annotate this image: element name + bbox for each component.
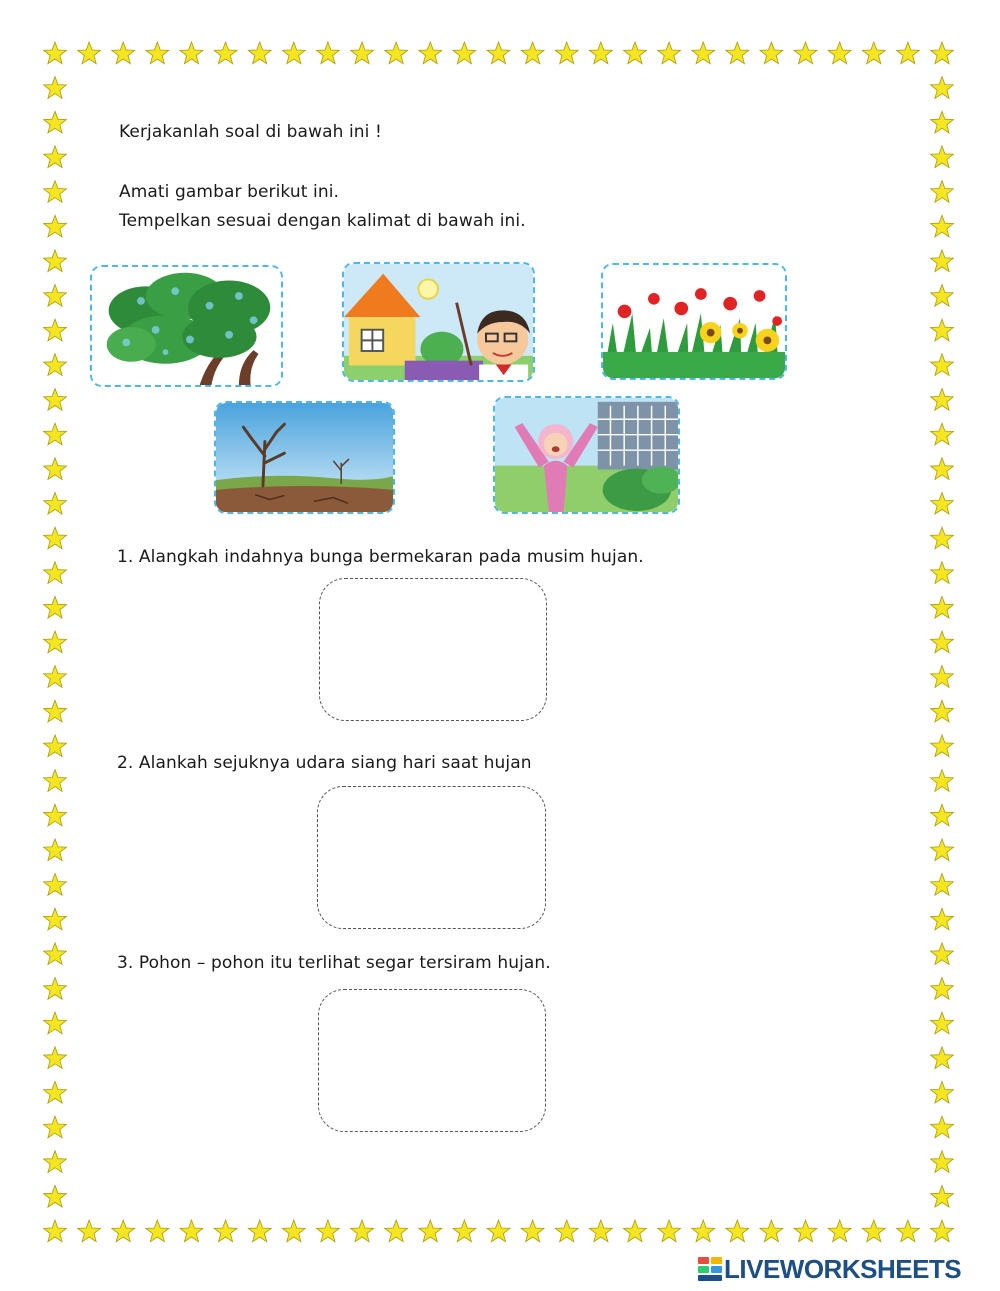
star-icon bbox=[44, 770, 67, 792]
star-icon bbox=[897, 1220, 920, 1242]
star-icon bbox=[44, 874, 67, 896]
star-icon bbox=[44, 1047, 67, 1069]
star-icon bbox=[931, 458, 954, 480]
star-icon bbox=[146, 1220, 169, 1242]
star-icon bbox=[931, 770, 954, 792]
star-icon bbox=[931, 77, 954, 99]
star-icon bbox=[180, 42, 203, 64]
star-icon bbox=[419, 42, 442, 64]
star-icon bbox=[282, 1220, 305, 1242]
star-icon bbox=[931, 492, 954, 514]
star-icon bbox=[44, 562, 67, 584]
star-icon bbox=[521, 42, 544, 64]
star-icon bbox=[248, 42, 271, 64]
star-icon bbox=[44, 666, 67, 688]
star-icon bbox=[44, 285, 67, 307]
star-icon bbox=[658, 42, 681, 64]
observe-text: Amati gambar berikut ini. bbox=[119, 182, 340, 202]
star-icon bbox=[146, 42, 169, 64]
star-icon bbox=[317, 42, 340, 64]
star-icon bbox=[862, 42, 885, 64]
star-icon bbox=[828, 42, 851, 64]
star-icon bbox=[44, 804, 67, 826]
star-icon bbox=[44, 1116, 67, 1138]
star-icon bbox=[726, 42, 749, 64]
picture-flower-garden[interactable] bbox=[601, 263, 787, 380]
star-icon bbox=[589, 1220, 612, 1242]
star-icon bbox=[862, 1220, 885, 1242]
star-icon bbox=[44, 354, 67, 376]
star-icon bbox=[453, 42, 476, 64]
star-icon bbox=[931, 874, 954, 896]
star-icon bbox=[931, 285, 954, 307]
star-icon bbox=[44, 596, 67, 618]
star-icon bbox=[555, 42, 578, 64]
star-icon bbox=[112, 1220, 135, 1242]
question-3-text: 3. Pohon – pohon itu terlihat segar tersiram hujan. bbox=[117, 953, 551, 973]
star-icon bbox=[44, 181, 67, 203]
star-icon bbox=[44, 527, 67, 549]
star-icon bbox=[351, 1220, 374, 1242]
star-icon bbox=[44, 631, 67, 653]
star-icon bbox=[44, 42, 67, 64]
star-icon bbox=[624, 42, 647, 64]
star-icon bbox=[931, 146, 954, 168]
star-icon bbox=[931, 943, 954, 965]
star-icon bbox=[931, 1220, 954, 1242]
star-icon bbox=[487, 1220, 510, 1242]
star-icon bbox=[931, 1047, 954, 1069]
star-icon bbox=[555, 1220, 578, 1242]
star-icon bbox=[931, 181, 954, 203]
star-icon bbox=[44, 1012, 67, 1034]
star-icon bbox=[931, 354, 954, 376]
answer-box-2[interactable] bbox=[317, 786, 546, 929]
star-icon bbox=[214, 1220, 237, 1242]
star-icon bbox=[931, 1116, 954, 1138]
star-icon bbox=[44, 1185, 67, 1207]
star-icon bbox=[385, 1220, 408, 1242]
star-icon bbox=[931, 1151, 954, 1173]
picture-girl-in-garden[interactable] bbox=[493, 396, 680, 514]
star-icon bbox=[44, 458, 67, 480]
star-icon bbox=[760, 1220, 783, 1242]
star-icon bbox=[44, 1151, 67, 1173]
star-icon bbox=[44, 735, 67, 757]
star-icon bbox=[44, 250, 67, 272]
paste-text: Tempelkan sesuai dengan kalimat di bawah ini. bbox=[119, 211, 526, 231]
liveworksheets-brand bbox=[698, 1253, 961, 1285]
star-icon bbox=[931, 631, 954, 653]
liveworksheets-logo-icon bbox=[698, 1257, 722, 1281]
star-icon bbox=[794, 1220, 817, 1242]
liveworksheets-text: LIVEWORKSHEETS bbox=[724, 1253, 962, 1284]
star-icon bbox=[931, 215, 954, 237]
star-icon bbox=[521, 1220, 544, 1242]
star-icon bbox=[931, 1081, 954, 1103]
star-icon bbox=[658, 1220, 681, 1242]
star-icon bbox=[44, 389, 67, 411]
star-icon bbox=[44, 111, 67, 133]
star-icon bbox=[78, 1220, 101, 1242]
star-icon bbox=[44, 215, 67, 237]
star-icon bbox=[214, 42, 237, 64]
star-icon bbox=[282, 42, 305, 64]
star-icon bbox=[931, 42, 954, 64]
star-icon bbox=[44, 943, 67, 965]
star-icon bbox=[180, 1220, 203, 1242]
star-icon bbox=[692, 42, 715, 64]
star-icon bbox=[351, 42, 374, 64]
answer-box-3[interactable] bbox=[318, 989, 546, 1132]
star-icon bbox=[317, 1220, 340, 1242]
star-icon bbox=[385, 42, 408, 64]
star-icon bbox=[453, 1220, 476, 1242]
star-icon bbox=[589, 42, 612, 64]
star-icon bbox=[897, 42, 920, 64]
star-icon bbox=[44, 77, 67, 99]
star-icon bbox=[726, 1220, 749, 1242]
star-icon bbox=[931, 978, 954, 1000]
answer-box-1[interactable] bbox=[319, 578, 547, 721]
star-icon bbox=[44, 492, 67, 514]
star-icon bbox=[44, 1081, 67, 1103]
star-icon bbox=[760, 42, 783, 64]
star-icon bbox=[44, 1220, 67, 1242]
star-icon bbox=[44, 908, 67, 930]
star-icon bbox=[931, 908, 954, 930]
star-icon bbox=[931, 527, 954, 549]
star-icon bbox=[931, 423, 954, 445]
star-icon bbox=[487, 42, 510, 64]
star-icon bbox=[931, 1185, 954, 1207]
star-icon bbox=[44, 319, 67, 341]
picture-leafy-tree[interactable] bbox=[90, 265, 283, 387]
instruction-text: Kerjakanlah soal di bawah ini ! bbox=[119, 122, 382, 142]
star-icon bbox=[931, 839, 954, 861]
star-icon bbox=[828, 1220, 851, 1242]
star-icon bbox=[44, 146, 67, 168]
star-icon bbox=[44, 839, 67, 861]
star-icon bbox=[419, 1220, 442, 1242]
star-icon bbox=[44, 978, 67, 1000]
star-icon bbox=[44, 700, 67, 722]
star-icon bbox=[794, 42, 817, 64]
star-icon bbox=[692, 1220, 715, 1242]
picture-house-and-student[interactable] bbox=[342, 262, 535, 382]
star-icon bbox=[931, 319, 954, 341]
star-icon bbox=[112, 42, 135, 64]
star-icon bbox=[931, 111, 954, 133]
picture-dry-land[interactable] bbox=[214, 401, 395, 514]
star-icon bbox=[931, 804, 954, 826]
star-icon bbox=[931, 596, 954, 618]
question-1-text: 1. Alangkah indahnya bunga bermekaran pada musim hujan. bbox=[117, 547, 644, 567]
star-icon bbox=[44, 423, 67, 445]
star-icon bbox=[248, 1220, 271, 1242]
star-icon bbox=[931, 666, 954, 688]
star-icon bbox=[931, 700, 954, 722]
star-icon bbox=[931, 250, 954, 272]
star-icon bbox=[931, 562, 954, 584]
star-icon bbox=[78, 42, 101, 64]
star-icon bbox=[624, 1220, 647, 1242]
star-icon bbox=[931, 1012, 954, 1034]
question-2-text: 2. Alankah sejuknya udara siang hari saat hujan bbox=[117, 753, 532, 773]
star-icon bbox=[931, 389, 954, 411]
star-icon bbox=[931, 735, 954, 757]
